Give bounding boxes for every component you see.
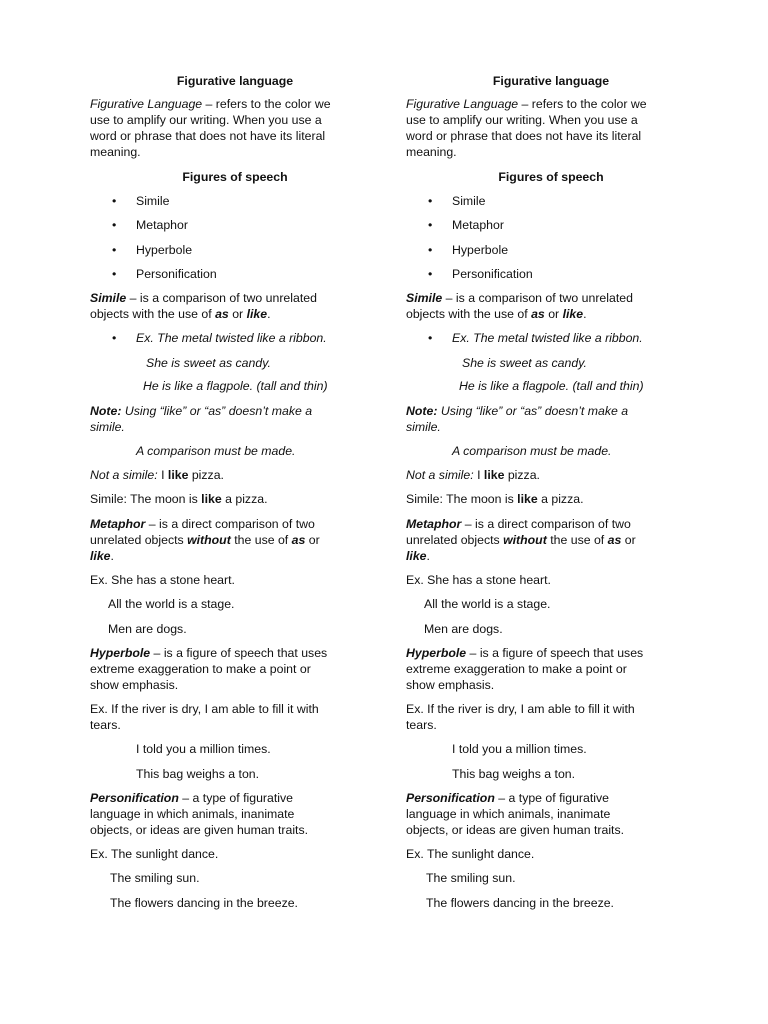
list-item-label: Hyperbole	[452, 243, 509, 257]
metaphor-term: Metaphor	[90, 517, 146, 531]
example-line: tears.	[406, 718, 437, 732]
list-item	[90, 266, 380, 282]
example-line: Men are dogs.	[424, 622, 503, 636]
hyperbole-term: Hyperbole	[406, 646, 467, 660]
hyperbole-definition: show emphasis.	[406, 678, 495, 692]
example-line: All the world is a stage.	[424, 597, 551, 611]
list-item-label: Personification	[452, 267, 533, 281]
example-line: tears.	[90, 718, 121, 732]
personification-definition: objects, or ideas are given human traits.	[90, 823, 309, 837]
definition-line: meaning.	[90, 145, 141, 159]
note-label: Note:	[406, 404, 438, 418]
hyperbole-definition: extreme exaggeration to make a point or	[90, 662, 311, 676]
not-simile-label: Not a simile:	[90, 468, 158, 482]
bullet-icon: •	[112, 218, 117, 232]
example-line: The flowers dancing in the breeze.	[110, 896, 298, 910]
metaphor-text: or	[305, 533, 320, 547]
list-item-label: Personification	[136, 267, 217, 281]
example-text: I	[473, 468, 484, 482]
bullet-icon: •	[428, 218, 433, 232]
simile-text: objects with the use of	[90, 307, 216, 321]
example-text: I	[157, 468, 168, 482]
metaphor-definition	[406, 532, 696, 548]
emphasis: like	[90, 549, 111, 563]
simile-text: objects with the use of	[406, 307, 532, 321]
metaphor-definition	[90, 548, 380, 564]
simile-definition	[406, 290, 696, 306]
example-line: I told you a million times.	[136, 742, 271, 756]
title: Figurative language	[492, 74, 610, 88]
list-item-label: Metaphor	[136, 218, 188, 232]
example-text: a pizza.	[221, 492, 268, 506]
example-line: The smiling sun.	[426, 871, 516, 885]
definition-line: use to amplify our writing. When you use a	[406, 113, 638, 127]
simile-definition	[90, 306, 380, 322]
example-line: Ex. If the river is dry, I am able to fill it with	[406, 702, 635, 716]
definition-text: – refers to the color we	[518, 97, 647, 111]
hyperbole-definition	[406, 645, 696, 661]
simile-text: .	[583, 307, 587, 321]
personification-definition	[90, 790, 380, 806]
definition-line: meaning.	[406, 145, 457, 159]
hyperbole-definition: show emphasis.	[90, 678, 179, 692]
example-line: The smiling sun.	[110, 871, 200, 885]
hyperbole-definition	[90, 645, 380, 661]
example-line: Ex. If the river is dry, I am able to fill it with	[90, 702, 319, 716]
example-text: a pizza.	[537, 492, 584, 506]
note-line: A comparison must be made.	[452, 444, 612, 458]
emphasis: without	[503, 533, 547, 547]
list-item	[406, 266, 696, 282]
emphasis: like	[406, 549, 427, 563]
list-item	[406, 242, 696, 258]
note-text: Using “like” or “as” doesn’t make a	[437, 404, 629, 418]
list-item	[90, 193, 380, 209]
example-line	[90, 330, 380, 346]
personification-term: Personification	[90, 791, 179, 805]
hyperbole-text: – is a figure of speech that uses	[466, 646, 644, 660]
example-line: Ex. She has a stone heart.	[90, 573, 235, 587]
hyperbole-text: – is a figure of speech that uses	[150, 646, 328, 660]
emphasis: without	[187, 533, 231, 547]
bullet-icon: •	[112, 331, 117, 345]
simile-definition	[90, 290, 380, 306]
example-text: Ex. The metal twisted like a ribbon.	[452, 331, 643, 345]
example-line	[406, 330, 696, 346]
not-simile-label: Not a simile:	[406, 468, 474, 482]
simile-example	[90, 491, 380, 507]
emphasis: like	[167, 468, 189, 482]
metaphor-text: – is a direct comparison of two	[461, 517, 631, 531]
note-line	[90, 403, 380, 419]
simile-as: as	[531, 307, 545, 321]
example-text: Simile: The moon is	[406, 492, 518, 506]
metaphor-text: the use of	[230, 533, 292, 547]
figures-of-speech-heading: Figures of speech	[182, 170, 288, 184]
example-line: She is sweet as candy.	[146, 356, 271, 370]
metaphor-text: unrelated objects	[406, 533, 504, 547]
bullet-icon: •	[428, 194, 433, 208]
emphasis: like	[483, 468, 505, 482]
simile-like: like	[562, 307, 584, 321]
simile-like: like	[246, 307, 268, 321]
simile-text: – is a comparison of two unrelated	[442, 291, 633, 305]
example-line: Ex. She has a stone heart.	[406, 573, 551, 587]
personification-definition: objects, or ideas are given human traits.	[406, 823, 625, 837]
hyperbole-term: Hyperbole	[90, 646, 151, 660]
figures-of-speech-heading: Figures of speech	[498, 170, 604, 184]
emphasis: like	[517, 492, 538, 506]
metaphor-definition	[406, 516, 696, 532]
metaphor-text: .	[110, 549, 114, 563]
title: Figurative language	[176, 74, 294, 88]
left-column	[90, 0, 380, 1024]
definition-term: Figurative Language	[90, 97, 203, 111]
right-column	[406, 0, 696, 1024]
bullet-icon: •	[428, 267, 433, 281]
example-line: Ex. The sunlight dance.	[90, 847, 219, 861]
emphasis: as	[291, 533, 306, 547]
list-item-label: Simile	[136, 194, 170, 208]
metaphor-definition	[90, 516, 380, 532]
definition-term: Figurative Language	[406, 97, 519, 111]
bullet-icon: •	[112, 267, 117, 281]
simile-as: as	[215, 307, 229, 321]
list-item	[406, 193, 696, 209]
definition-line: use to amplify our writing. When you use a	[90, 113, 322, 127]
simile-text: or	[228, 307, 247, 321]
note-label: Note:	[90, 404, 122, 418]
metaphor-term: Metaphor	[406, 517, 462, 531]
bullet-icon: •	[428, 331, 433, 345]
metaphor-definition	[90, 532, 380, 548]
simile-example	[406, 491, 696, 507]
simile-term: Simile	[90, 291, 127, 305]
metaphor-text: .	[426, 549, 430, 563]
hyperbole-definition: extreme exaggeration to make a point or	[406, 662, 627, 676]
metaphor-text: – is a direct comparison of two	[145, 517, 315, 531]
list-item	[90, 217, 380, 233]
example-line: Ex. The sunlight dance.	[406, 847, 535, 861]
bullet-icon: •	[112, 194, 117, 208]
example-line: This bag weighs a ton.	[452, 767, 576, 781]
personification-definition: language in which animals, inanimate	[90, 807, 295, 821]
definition-text: – refers to the color we	[202, 97, 331, 111]
note-line: simile.	[406, 420, 441, 434]
personification-term: Personification	[406, 791, 495, 805]
definition-line	[90, 96, 380, 112]
simile-text: .	[267, 307, 271, 321]
example-line: All the world is a stage.	[108, 597, 235, 611]
not-simile-example	[90, 467, 380, 483]
personification-text: – a type of figurative	[494, 791, 609, 805]
emphasis: as	[607, 533, 622, 547]
metaphor-text: unrelated objects	[90, 533, 188, 547]
personification-definition: language in which animals, inanimate	[406, 807, 611, 821]
example-line: She is sweet as candy.	[462, 356, 587, 370]
simile-term: Simile	[406, 291, 443, 305]
simile-definition	[406, 306, 696, 322]
emphasis: like	[201, 492, 222, 506]
example-line: The flowers dancing in the breeze.	[426, 896, 614, 910]
example-line: He is like a flagpole. (tall and thin)	[143, 379, 328, 393]
simile-text: – is a comparison of two unrelated	[126, 291, 317, 305]
list-item	[406, 217, 696, 233]
personification-definition	[406, 790, 696, 806]
list-item	[90, 242, 380, 258]
bullet-icon: •	[428, 243, 433, 257]
example-line: This bag weighs a ton.	[136, 767, 260, 781]
example-text: pizza.	[188, 468, 224, 482]
list-item-label: Metaphor	[452, 218, 504, 232]
example-line: Men are dogs.	[108, 622, 187, 636]
example-text: Simile: The moon is	[90, 492, 202, 506]
list-item-label: Simile	[452, 194, 486, 208]
note-text: Using “like” or “as” doesn’t make a	[121, 404, 313, 418]
definition-line: word or phrase that does not have its literal	[90, 129, 326, 143]
personification-text: – a type of figurative	[178, 791, 293, 805]
metaphor-text: the use of	[546, 533, 608, 547]
metaphor-definition	[406, 548, 696, 564]
not-simile-example	[406, 467, 696, 483]
note-line	[406, 403, 696, 419]
note-line: A comparison must be made.	[136, 444, 296, 458]
bullet-icon: •	[112, 243, 117, 257]
definition-line	[406, 96, 696, 112]
example-line: I told you a million times.	[452, 742, 587, 756]
list-item-label: Hyperbole	[136, 243, 193, 257]
example-line: He is like a flagpole. (tall and thin)	[459, 379, 644, 393]
metaphor-text: or	[621, 533, 636, 547]
simile-text: or	[544, 307, 563, 321]
example-text: Ex. The metal twisted like a ribbon.	[136, 331, 327, 345]
note-line: simile.	[90, 420, 125, 434]
definition-line: word or phrase that does not have its literal	[406, 129, 642, 143]
example-text: pizza.	[504, 468, 540, 482]
